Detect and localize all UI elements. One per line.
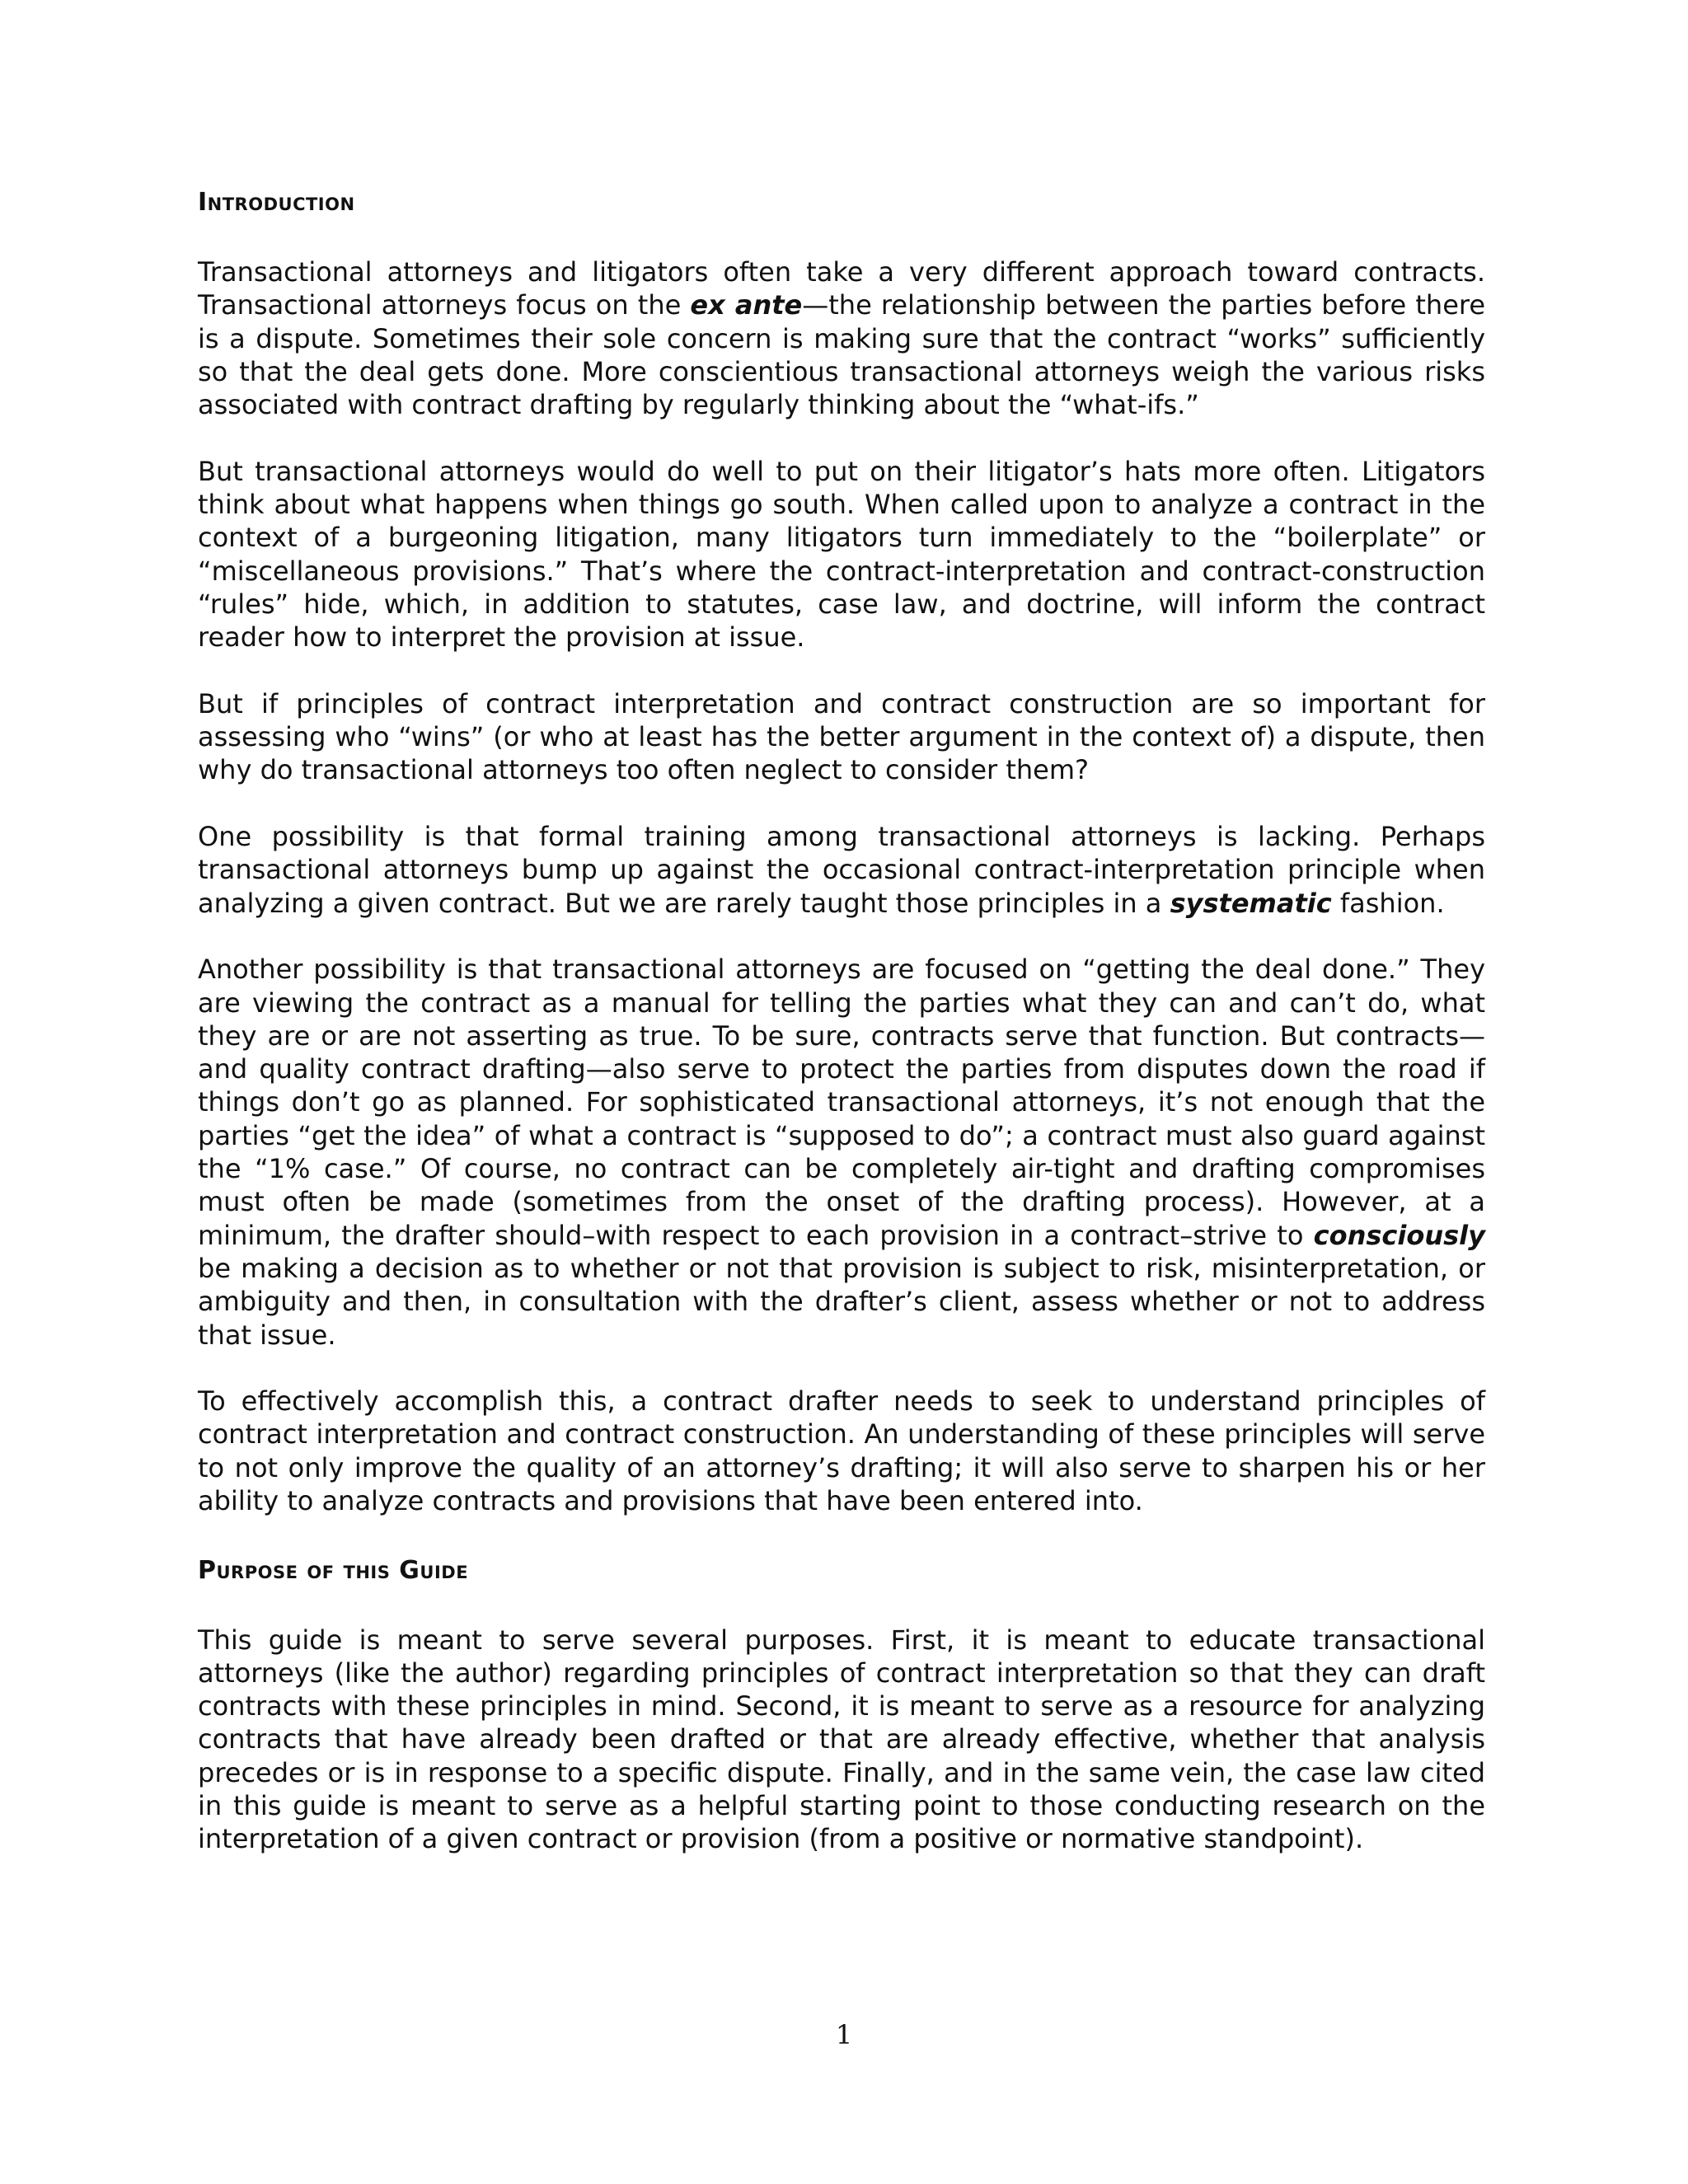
intro-paragraph-1-text-b: —the relationship between the parties before there is a dispute. Sometimes their sole concern is making sure that the contract “works” sufficiently so that the deal gets done. More conscientious transactional attorneys weigh the various risks associated with contract drafting by regularly thinking about the “what-ifs.” — [198, 289, 1486, 421]
intro-paragraph-1-text-a: Transactional attorneys and litigators often take a very different approach toward contracts. Transactional attorneys focus on the — [198, 256, 1485, 321]
document-page — [198, 183, 1485, 1889]
introduction-heading: Introduction — [198, 188, 355, 217]
intro-paragraph-1 — [198, 255, 1485, 421]
ex-ante-emphasis: ex ante — [690, 289, 803, 321]
systematic-emphasis: systematic — [1170, 887, 1332, 919]
purpose-paragraph-1: This guide is meant to serve several purposes. First, it is meant to educate transactional attorneys (like the author) regarding principles of contract interpretation so that they can draft contracts with these principles in mind. Second, it is meant to serve as a resource for analyzing contracts that have already been drafted or that are already effective, whether that analysis precedes or is in response to a specific dispute. Finally, and in the same vein, the case law cited in this guide is meant to serve as a helpful starting point to those conducting research on the interpretation of a given contract or provision (from a positive or normative standpoint). — [198, 1624, 1485, 1855]
intro-paragraph-5-text-b: be making a decision as to whether or not that provision is subject to risk, misinterpretation, or ambiguity and then, in consultation with the drafter’s client, assess whether or not to address that issue. — [198, 1252, 1485, 1351]
intro-paragraph-6: To effectively accomplish this, a contract drafter needs to seek to understand principles of contract interpretation and contract construction. An understanding of these principles will serve to not only improve the quality of an attorney’s drafting; it will also serve to sharpen his or her ability to analyze contracts and provisions that have been entered into. — [198, 1385, 1485, 1516]
intro-paragraph-5 — [198, 953, 1485, 1352]
intro-paragraph-4-text-b: fashion. — [1331, 887, 1445, 919]
intro-paragraph-4-text-a: One possibility is that formal training among transactional attorneys is lacking. Perhaps transactional attorneys bump up against the occasional contract-interpretation principle when analyzing a given contract. But we are rarely taught those principles in a — [198, 821, 1485, 919]
page-number: 1 — [835, 2019, 853, 2050]
consciously-emphasis: consciously — [1313, 1219, 1485, 1251]
intro-paragraph-3: But if principles of contract interpretation and contract construction are so important for assessing who “wins” (or who at least has the better argument in the context of) a dispute, then why do transactional attorneys too often neglect to consider them? — [198, 687, 1485, 786]
intro-paragraph-4 — [198, 820, 1485, 920]
purpose-heading: Purpose of this Guide — [198, 1555, 469, 1585]
intro-paragraph-2: But transactional attorneys would do well to put on their litigator’s hats more often. Litigators think about what happens when things go south. When called upon to analyze a contract in the context of a burgeoning litigation, many litigators turn immediately to the “boilerplate” or “miscellaneous provisions.” That’s where the contract-interpretation and contract-construction “rules” hide, which, in addition to statutes, case law, and doctrine, will inform the contract reader how to interpret the provision at issue. — [198, 455, 1485, 654]
intro-paragraph-5-text-a: Another possibility is that transactional attorneys are focused on “getting the deal done.” They are viewing the contract as a manual for telling the parties what they can and can’t do, what they are or are not asserting as true. To be sure, contracts serve that function. But contracts—and quality contract drafting—also serve to protect the parties from disputes down the road if things don’t go as planned. For sophisticated transactional attorneys, it’s not enough that the parties “get the idea” of what a contract is “supposed to do”; a contract must also guard against the “1% case.” Of course, no contract can be completely air-tight and drafting compromises must often be made (sometimes from the onset of the drafting process). However, at a minimum, the drafter should–with respect to each provision in a contract–strive to — [198, 954, 1485, 1251]
